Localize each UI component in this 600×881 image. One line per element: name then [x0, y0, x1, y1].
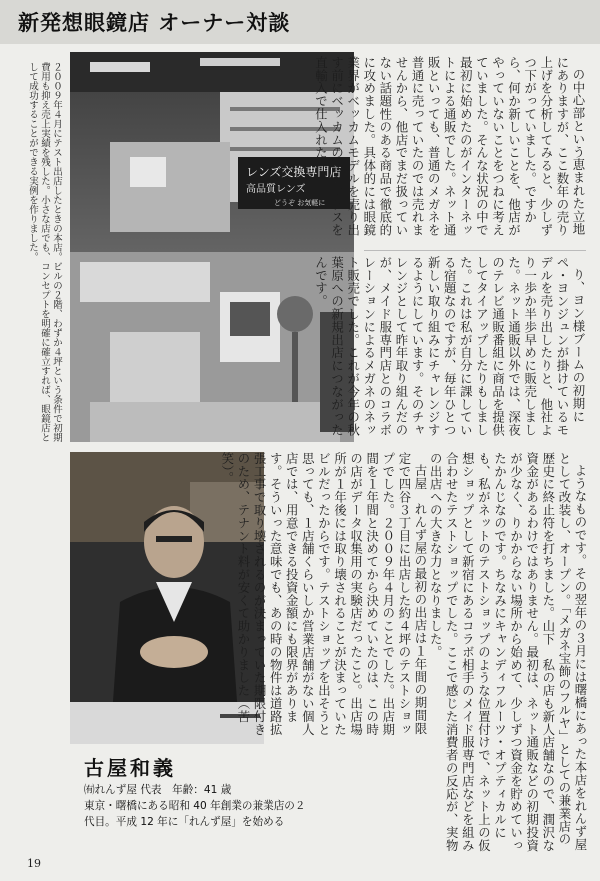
article-column-upper-right	[313, 56, 586, 246]
sign-line-2: 高品質レンズ	[246, 184, 306, 195]
page-number: 19	[27, 857, 41, 870]
profile-line-3: 代目。平成 12 年に「れんず屋」を始める	[84, 816, 285, 828]
column-divider	[364, 250, 586, 251]
page-title: 新発想眼鏡店 オーナー対談	[18, 11, 291, 35]
profile-line-1: ㈲れんず屋 代表 年齢：41 歳	[84, 784, 232, 796]
portrait-name: 古屋和義	[84, 756, 176, 780]
article-paragraph: ようなものです。その翌年の３月には曙橋にあった本店をれんず屋として改装し、オープン。「メガネ宝飾のフルヤ」としての兼業店の歴史に終止符を打ちました。山下 私の店も新人店舗なので、潤沢な資金があるわけではありません。最初は、ネット通販などの初期投資が少なく、りかからない場所から始めて、少しずつ資金を貯めていったかんじなのです。ちなみにキャンディフルーツ・オプティカルにも、私がネットのテストショップのような位置付けで、ネット上の仮想ショップとして新宿にあるコラボ相手のメイド服専門店などを組み合わせたテストショップでした。ここで感じた消費者の反応が、実物の出店への大きな力となりました。	[428, 452, 588, 852]
article-column-upper-left	[313, 256, 586, 446]
store-photo-image	[70, 52, 354, 442]
profile-line-2: 東京・曙橋にある昭和 40 年創業の兼業店の２	[84, 800, 306, 812]
article-paragraph: の中心部という恵まれた立地にありますが、ここ数年の売り上げを分析してみると、少しずつ下がっていました。ですから、何か新しいことを、他店がやっていないことをつねに考えていました。そんな状況の中で最初に始めたのがインターネットによる通販でした。ネット通販といっても、普通のメガネを普通に売っていたのでは売れませんから、他店でまだ扱っていない話題性のある商品で徹底的に攻めました。具体的には眼鏡業界がベッカムモデルを売り出す前にベッカムのサングラスを直輸入で仕入れた	[313, 56, 586, 237]
article-paragraph: り、ヨン様ブームの初期にペ・ヨンジュンが掛けているモデルを売り出したりと、他社より一歩か半歩早めに販売しました。ネット通販以外では、深夜のテレビ通販番組に商品を提供してタイアップしたりもしました。これは私が自分に課している宿題なのですが、毎年ひとつ新しい取り組みにチャレンジするようにしています。そのチャレンジとして昨年取り組んだのが、メイド服専門店とのコラボレーションによるメガネのネット販売でした。これが今年の秋葉原への新規出店につながったんです。	[313, 256, 586, 437]
article-column-lower-1	[219, 452, 428, 742]
header-bar	[0, 0, 600, 44]
sign-line-1: レンズ交換専門店	[246, 165, 342, 179]
article-paragraph: 古屋 れんず屋の最初の出店は１年間の期間限定で四谷３丁目に出店した約４坪のテストショップでした。２００９年４月のことでした。出店期間を１年間と決めてから決めていたのは、この時の店がデータ収集用の実験店だったこと。出店場所が１年後には取り壊されることが決まっていたビルだったからです。テストショップを出そうと思っても、１店舗くらいしか営業店舗がない個人店では、用意できる投資金額にも限界があります。そういった意味でも、あの時の物件は道路拡張工事で取り壊されるのが決まっていた期限付きのため、テナント料が安くて助かりました（苦笑）。	[219, 452, 428, 736]
portrait-profile	[84, 782, 334, 830]
sign-line-3: どうぞ お気軽に	[274, 199, 326, 207]
store-photo-caption: ２００９年４月にテスト出店したときの本店。ビルの２階、わずか４坪という条件で初期費用も抑え売上実績を残した。小さな店でも、コンセプトを明確に確立すれば、眼鏡店として成功することができる実例を作りました。	[27, 62, 62, 442]
store-photo	[70, 52, 354, 442]
article-column-lower-2	[428, 452, 588, 852]
